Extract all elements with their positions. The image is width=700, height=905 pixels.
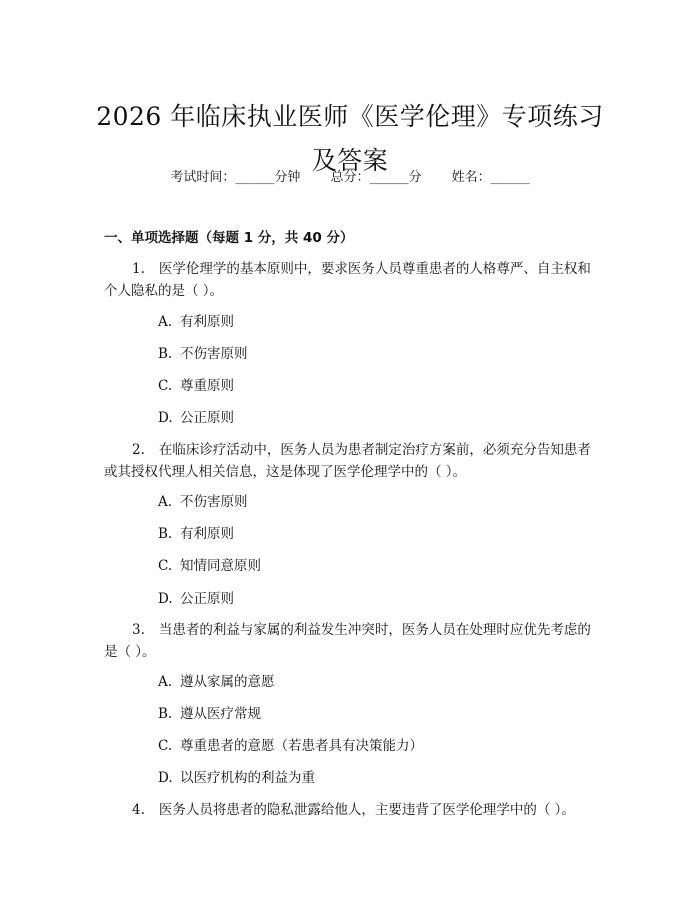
question-number: 2.: [132, 442, 145, 458]
question-4-stem: [104, 799, 600, 821]
question-3-option-b: B. 遵从医疗常规: [158, 706, 261, 722]
question-2-option-c: C. 知情同意原则: [158, 558, 261, 574]
student-name: 姓名：______: [451, 170, 530, 185]
question-3-stem: [104, 619, 600, 663]
question-1-option-c: C. 尊重原则: [158, 378, 234, 394]
question-text: 当患者的利益与家属的利益发生冲突时，医务人员在处理时应优先考虑的是（ ）。: [104, 622, 591, 660]
total-score: 总分：______分: [330, 170, 422, 185]
title-line-1: 2026 年临床执业医师《医学伦理》专项练习: [96, 101, 604, 131]
question-2-option-a: A. 不伤害原则: [158, 494, 248, 510]
question-1-option-a: A. 有利原则: [158, 314, 234, 330]
question-3-option-c: C. 尊重患者的意愿（若患者具有决策能力）: [158, 738, 423, 754]
question-2-option-b: B. 有利原则: [158, 526, 234, 542]
question-2-stem: [104, 439, 600, 483]
question-1-stem: [104, 258, 600, 302]
question-3-option-a: A. 遵从家属的意愿: [158, 674, 275, 690]
question-1-option-b: B. 不伤害原则: [158, 346, 248, 362]
exam-meta: [0, 168, 700, 188]
question-1-option-d: D. 公正原则: [158, 410, 234, 426]
question-text: 医学伦理学的基本原则中，要求医务人员尊重患者的人格尊严、自主权和个人隐私的是（ ）。: [104, 261, 591, 299]
title-line-2: 及答案: [311, 145, 389, 175]
exam-time: 考试时间：______分钟: [170, 170, 301, 185]
question-number: 3.: [132, 622, 145, 638]
question-3-option-d: D. 以医疗机构的利益为重: [158, 770, 315, 786]
section-heading: 一、单项选择题（每题 1 分，共 40 分）: [104, 230, 354, 246]
question-text: 医务人员将患者的隐私泄露给他人，主要违背了医学伦理学中的（ ）。: [158, 802, 575, 818]
question-number: 4.: [132, 802, 145, 818]
question-text: 在临床诊疗活动中，医务人员为患者制定治疗方案前，必须充分告知患者或其授权代理人相关信息，这是体现了医学伦理学中的（ ）。: [104, 442, 591, 480]
question-2-option-d: D. 公正原则: [158, 591, 234, 607]
question-number: 1.: [132, 261, 145, 277]
